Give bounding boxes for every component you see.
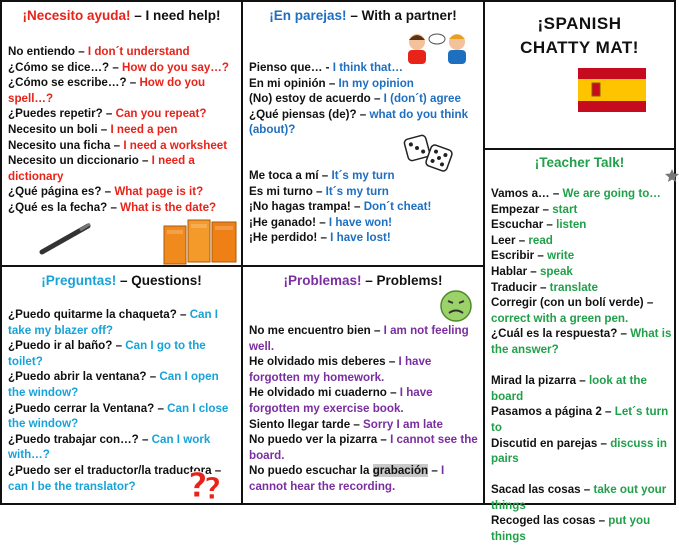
phrase-row [8, 200, 237, 216]
phrase-spanish: ¿Cuál es la respuesta? – [491, 327, 631, 341]
questions-title-es: ¡Preguntas! [41, 273, 117, 288]
phrase-row [8, 122, 237, 138]
phrase-spanish: Sacad las cosas – [491, 483, 594, 497]
phrase-english: I have lost! [330, 231, 391, 245]
phrase-spanish: He olvidado mi cuaderno – [249, 386, 400, 400]
phrase-row [249, 76, 479, 92]
phrase-english: I think that… [332, 61, 403, 74]
phrase-row [491, 280, 674, 296]
star-icon [665, 168, 679, 182]
phrase-row [8, 153, 237, 184]
teacher-lines [491, 186, 674, 545]
phrase-english: I (don´t) agree [383, 92, 461, 106]
phrase-spanish: ¿Puedes repetir? – [8, 107, 116, 121]
phrase-english: Can you repeat? [115, 107, 207, 121]
phrase-spanish: Corregir (con un bolí verde) – [491, 296, 654, 310]
phrase-english: Can I take my blazer off? [8, 308, 219, 337]
phrase-spanish: Siento llegar tarde – [249, 417, 364, 431]
phrase-english: look at the board [491, 374, 647, 403]
phrase-row [491, 295, 674, 326]
phrase-spanish: ¿Qué es la fecha? – [8, 200, 121, 214]
phrase-spanish: ¿Puedo quitarme la chaqueta? – [8, 308, 190, 321]
svg-text:?: ? [188, 466, 208, 506]
help-title-sep: – [130, 8, 146, 23]
phrase-row [491, 513, 674, 544]
phrase-english: speak [539, 264, 573, 278]
phrase-row [249, 230, 479, 246]
problems-title [243, 273, 483, 288]
pen-icon [38, 220, 94, 256]
phrase-spanish: ¿Puedo ser el traductor/la traductora – [8, 463, 222, 477]
phrase-row [8, 60, 237, 76]
phrase-english: It´s my turn [325, 184, 389, 198]
phrase-row [249, 168, 479, 184]
phrase-spanish: Necesito un boli – [8, 122, 111, 136]
phrase-english: What is the date? [120, 200, 217, 214]
phrase-row [491, 202, 674, 218]
question-marks-icon [186, 463, 230, 507]
phrase-english: start [552, 202, 578, 216]
phrase-row [491, 326, 674, 357]
phrase-row [491, 482, 674, 513]
phrase-row [491, 264, 674, 280]
phrase-english: What page is it? [114, 185, 204, 199]
spacer [491, 467, 674, 483]
phrase-english: read [528, 233, 553, 247]
help-lines [8, 44, 237, 216]
highlighted-word: grabación [372, 464, 429, 478]
phrase-spanish: ¿Qué página es? – [8, 185, 115, 199]
phrase-spanish: ¿Puedo trabajar con…? – [8, 432, 152, 446]
phrase-spanish: No puedo escuchar la [249, 464, 373, 478]
phrase-english: Don´t cheat! [363, 200, 432, 214]
sick-face-icon [439, 289, 473, 323]
dictionary-books-icon [162, 216, 240, 266]
problems-title-sep: – [361, 273, 377, 288]
phrase-spanish: ¿Puedo abrir la ventana? – [8, 370, 160, 384]
partner-title-es: ¡En parejas! [269, 8, 347, 23]
spacer [491, 358, 674, 374]
phrase-english: Can I work with…? [8, 432, 211, 462]
two-people-talking-icon [403, 30, 473, 64]
phrase-english: I have won! [328, 215, 393, 229]
phrase-separator: – [428, 464, 441, 478]
phrase-row [491, 248, 674, 264]
partner-panel [241, 0, 485, 267]
phrase-english: Can I open the window? [8, 370, 219, 399]
teacher-title: ¡Teacher Talk! [534, 155, 625, 170]
phrase-row [8, 138, 237, 154]
title-panel [483, 0, 676, 150]
phrase-english: write [547, 249, 575, 263]
problems-lines [249, 323, 479, 495]
partner-lines-bottom [249, 168, 479, 246]
phrase-english: discuss in pairs [491, 436, 667, 466]
phrase-spanish: No me encuentro bien – [249, 324, 384, 337]
phrase-row [8, 184, 237, 200]
phrase-row [8, 432, 237, 463]
phrase-spanish: Escuchar – [491, 218, 557, 232]
phrase-english: I cannot hear the recording. [249, 464, 445, 493]
phrase-english: I have forgotten my exercise book. [249, 386, 433, 415]
phrase-english: I have forgotten my homework. [249, 355, 432, 384]
phrase-english: Can I go to the toilet? [8, 339, 206, 368]
phrase-row [8, 307, 237, 338]
phrase-spanish: ¿Puedo ir al baño? – [8, 339, 126, 353]
phrase-row [8, 106, 237, 122]
phrase-row [249, 385, 479, 416]
phrase-english: It´s my turn [331, 169, 395, 182]
phrase-row [249, 91, 479, 107]
phrase-spanish: Hablar – [491, 264, 540, 278]
phrase-english: correct with a green pen. [491, 311, 629, 325]
phrase-english: Let´s turn to [491, 405, 669, 434]
phrase-row [249, 323, 479, 354]
phrase-spanish: Me toca a mí – [249, 169, 332, 182]
phrase-spanish: No puedo ver la pizarra – [249, 433, 391, 447]
phrase-english: can I be the translator? [8, 479, 136, 493]
phrase-english: How do you spell…? [8, 76, 206, 105]
phrase-spanish: En mi opinión – [249, 76, 339, 90]
phrase-row [249, 463, 479, 494]
questions-title-en: Questions! [131, 273, 202, 288]
phrase-spanish: Recoged las cosas – [491, 514, 609, 528]
phrase-row [249, 354, 479, 385]
phrase-row [8, 401, 237, 432]
questions-title [2, 273, 241, 288]
partner-title-en: With a partner! [361, 8, 457, 23]
phrase-row [491, 436, 674, 467]
phrase-english: what do you think (about)? [249, 107, 469, 137]
phrase-english: put you things [491, 514, 651, 544]
phrase-english: I cannot see the board. [249, 433, 478, 462]
help-title-en: I need help! [145, 8, 221, 23]
phrase-english: I need a pen [110, 122, 178, 136]
phrase-spanish: Traducir – [491, 280, 550, 294]
phrase-english: Sorry I am late [363, 417, 443, 431]
phrase-row [491, 186, 674, 202]
phrase-english: How do you say…? [122, 60, 229, 74]
phrase-spanish: Escribir – [491, 249, 548, 263]
phrase-spanish: No entiendo – [8, 45, 88, 58]
phrase-english: We are going to… [562, 187, 661, 200]
phrase-spanish: Necesito una ficha – [8, 138, 124, 152]
phrase-spanish: ¡He ganado! – [249, 215, 329, 229]
phrase-spanish: Necesito un diccionario – [8, 154, 152, 168]
mat-title [485, 12, 674, 60]
problems-title-en: Problems! [376, 273, 443, 288]
phrase-spanish: Es mi turno – [249, 184, 326, 198]
phrase-english: In my opinion [338, 76, 414, 90]
phrase-spanish: Leer – [491, 233, 529, 247]
phrase-english: I don´t understand [87, 45, 190, 58]
mat-title-line1: ¡SPANISH [537, 14, 622, 33]
phrase-english: I need a worksheet [123, 138, 228, 152]
phrase-spanish: He olvidado mis deberes – [249, 355, 399, 369]
phrase-spanish: ¿Qué piensas (de)? – [249, 107, 370, 121]
phrase-spanish: ¡No hagas trampa! – [249, 200, 364, 214]
phrase-spanish: Empezar – [491, 202, 553, 216]
phrase-spanish: ¿Cómo se dice…? – [8, 60, 123, 74]
phrase-spanish: Discutid en parejas – [491, 436, 611, 450]
partner-title-sep: – [346, 8, 362, 23]
phrase-row [8, 44, 237, 60]
phrase-row [249, 199, 479, 215]
partner-lines-top [249, 60, 479, 138]
questions-title-sep: – [116, 273, 132, 288]
mat-title-line2: CHATTY MAT! [520, 38, 639, 57]
phrase-spanish: ¿Cómo se escribe…? – [8, 76, 140, 90]
dice-icon [403, 132, 455, 172]
phrase-row [8, 75, 237, 106]
spain-flag-icon [578, 68, 646, 112]
phrase-row [249, 184, 479, 200]
phrase-english: What is the answer? [491, 327, 672, 356]
phrase-row [8, 369, 237, 400]
teacher-panel [483, 148, 676, 544]
phrase-row [249, 432, 479, 463]
phrase-spanish: (No) estoy de acuerdo – [249, 92, 384, 106]
phrase-spanish: Pasamos a página 2 – [491, 405, 615, 419]
questions-panel [0, 265, 243, 505]
partner-title [243, 8, 483, 23]
phrase-spanish: Mirad la pizarra – [491, 374, 589, 388]
problems-title-es: ¡Problemas! [283, 273, 362, 288]
phrase-english: listen [556, 218, 587, 232]
phrase-row [249, 215, 479, 231]
phrase-row [491, 373, 674, 404]
phrase-english: I am not feeling well. [249, 324, 469, 353]
phrase-english: I need a dictionary [8, 154, 195, 183]
phrase-english: Can I close the window? [8, 401, 229, 431]
phrase-row [8, 338, 237, 369]
help-title [2, 8, 241, 23]
phrase-row [249, 417, 479, 433]
phrase-spanish: ¿Puedo cerrar la Ventana? – [8, 401, 168, 415]
phrase-english: take out your things [491, 483, 667, 512]
phrase-english: translate [549, 280, 598, 294]
svg-text:?: ? [204, 472, 222, 507]
phrase-spanish: ¡He perdido! – [249, 231, 331, 245]
phrase-row [491, 404, 674, 435]
phrase-row [491, 233, 674, 249]
help-panel [0, 0, 243, 267]
phrase-row [249, 60, 479, 76]
phrase-spanish: Vamos a… – [491, 187, 563, 200]
help-title-es: ¡Necesito ayuda! [22, 8, 131, 23]
problems-panel [241, 265, 485, 505]
phrase-row [491, 217, 674, 233]
phrase-spanish: Pienso que… - [249, 61, 333, 74]
